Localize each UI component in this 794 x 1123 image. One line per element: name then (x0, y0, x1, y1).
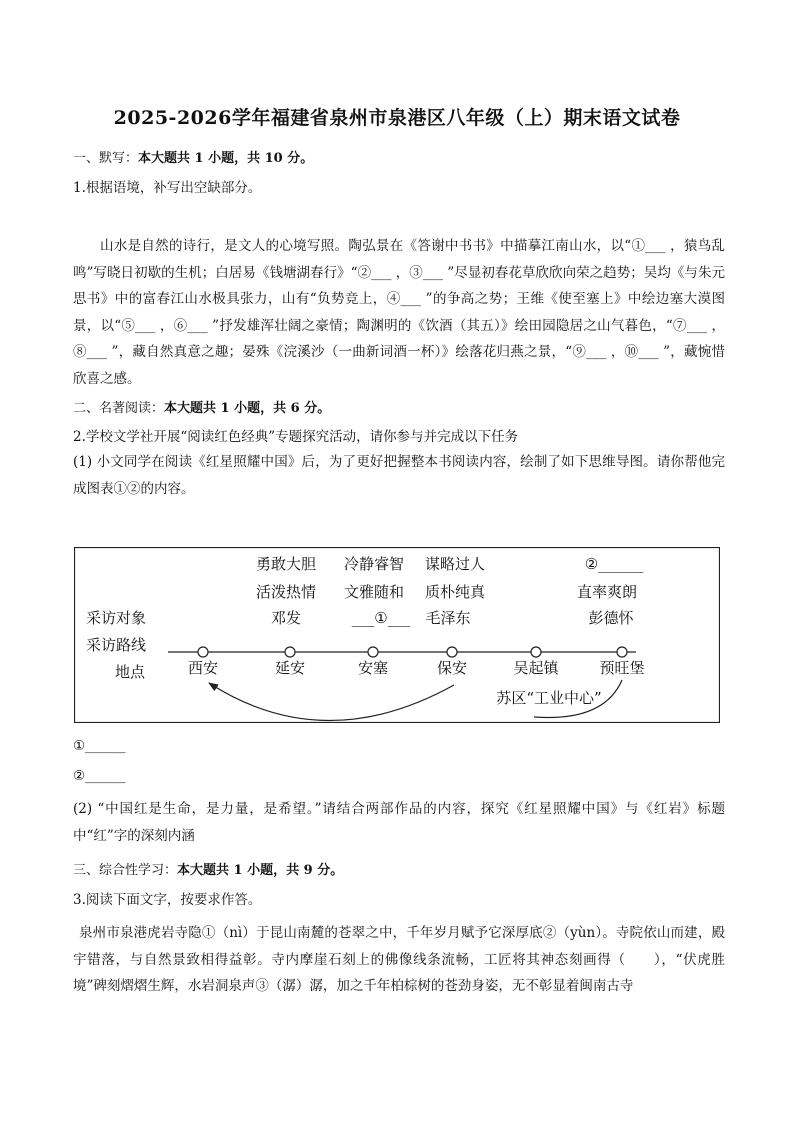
trait-row1-blank1: 冷静睿智 (343, 555, 405, 573)
trait-row1-mao: 谋略过人 (424, 555, 486, 573)
q1-passage (73, 233, 725, 392)
section-2-info: 本大题共 1 小题，共 6 分。 (164, 401, 331, 416)
row-label-interviewee: 采访对象 (85, 609, 147, 627)
q3-passage-text: 泉州市泉港虎岩寺隐①（nì）于昆山南麓的苍翠之中，千年岁月赋予它深厚底②（yùn）。寺院依山而建，殿宇错落，与自然景致相得益彰。寺内摩崖石刻上的佛像线条流畅，工匠将其神态刻画得（ ），“伏虎胜境”碑刻熠熠生辉，水岩洞泉声③（潺）潺，加之千年柏棕树的苍劲身姿，无不彰显着闽南古寺 (73, 925, 725, 994)
person-mao-zedong: 毛泽东 (425, 609, 471, 627)
trait-row2-mao: 质朴纯真 (424, 583, 486, 601)
q2-sub1-text: (1) 小文同学在阅读《红星照耀中国》后，为了更好把握整本书阅读内容，绘制了如下思维导图。请你帮他完成图表①②的内容。 (73, 454, 725, 497)
q3-passage (73, 920, 725, 1000)
trait-row2-blank1: 文雅随和 (343, 583, 405, 601)
route-node-baoan (447, 647, 457, 657)
q3-stem: 3.阅读下面文字，按要求作答。 (73, 892, 262, 908)
q2-sub2 (73, 796, 725, 849)
section-1-heading (73, 147, 313, 166)
section-3-info: 本大题共 1 小题，共 9 分。 (177, 863, 344, 878)
mind-map-figure (74, 547, 720, 723)
q1-stem: 1.根据语境，补写出空缺部分。 (73, 180, 262, 196)
route-node-wuqi (531, 647, 541, 657)
route-node-xian (198, 647, 208, 657)
q2-blank-1[interactable]: ①______ (73, 738, 126, 754)
place-xian: 西安 (187, 659, 219, 677)
person-blank-1: ___①___ (351, 609, 411, 627)
place-wuqi: 吴起镇 (513, 659, 559, 677)
route-node-yanan (285, 647, 295, 657)
section-3-heading (73, 859, 343, 878)
person-deng-fa: 邓发 (270, 609, 302, 627)
section-2-heading (73, 397, 330, 416)
mind-map-border (75, 548, 720, 723)
trait-row2-peng: 直率爽朗 (576, 583, 638, 601)
section-1-info: 本大题共 1 小题，共 10 分。 (138, 151, 314, 166)
arc-label-industrial-center: 苏区“工业中心” (496, 689, 602, 707)
q1-passage-text: 山水是自然的诗行，是文人的心境写照。陶弘景在《答谢中书书》中描摹江南山水，以“①___ ，猿鸟乱鸣”写晓日初歇的生机；白居易《钱塘湖春行》“②___ ，③___ ”尽显初春花草欣欣向荣之趋势；吴均《与朱元思书》中的富春江山水极具张力，山有“负势竞上，④___ ”的争高之势；王维《使至塞上》中绘边塞大漠图景，以“⑤___ ，⑥___ ”抒发雄浑壮阔之豪情；陶渊明的《饮酒（其五）》绘田园隐居之山气暮色，“⑦___ ，⑧___ ”，藏自然真意之趣；晏殊《浣溪沙（一曲新词酒一杯）》绘落花归燕之景，“⑨___ ，⑩___ ”，藏惋惜欣喜之感。 (73, 238, 725, 387)
section-2-prefix: 二、名著阅读： (73, 401, 165, 416)
row-label-place: 地点 (114, 663, 146, 681)
trait-row1-blank2: ②______ (584, 555, 644, 573)
route-node-yuwangbao (617, 647, 627, 657)
q2-sub2-text: (2) “中国红是生命，是力量，是希望。”请结合两部作品的内容，探究《红星照耀中国》与《红岩》标题中“红”字的深刻内涵 (73, 801, 725, 844)
place-yuwangbao: 预旺堡 (599, 659, 645, 677)
q2-blank-2[interactable]: ②______ (73, 768, 126, 784)
arc-baoan-to-xian (209, 683, 454, 721)
place-ansai: 安塞 (357, 659, 389, 677)
place-baoan: 保安 (436, 659, 468, 677)
section-1-prefix: 一、默写： (73, 151, 139, 166)
place-yanan: 延安 (274, 659, 306, 677)
q2-sub1 (73, 449, 725, 502)
trait-row1-deng: 勇敢大胆 (255, 555, 317, 573)
person-peng-dehuai: 彭德怀 (588, 609, 634, 627)
exam-title: 2025-2026学年福建省泉州市泉港区八年级（上）期末语文试卷 (113, 107, 681, 129)
q2-stem: 2.学校文学社开展“阅读红色经典”专题探究活动，请你参与并完成以下任务 (73, 429, 519, 445)
row-label-route: 采访路线 (85, 636, 147, 654)
route-node-ansai (368, 647, 378, 657)
trait-row2-deng: 活泼热情 (255, 583, 317, 601)
section-3-prefix: 三、综合性学习： (73, 863, 178, 878)
